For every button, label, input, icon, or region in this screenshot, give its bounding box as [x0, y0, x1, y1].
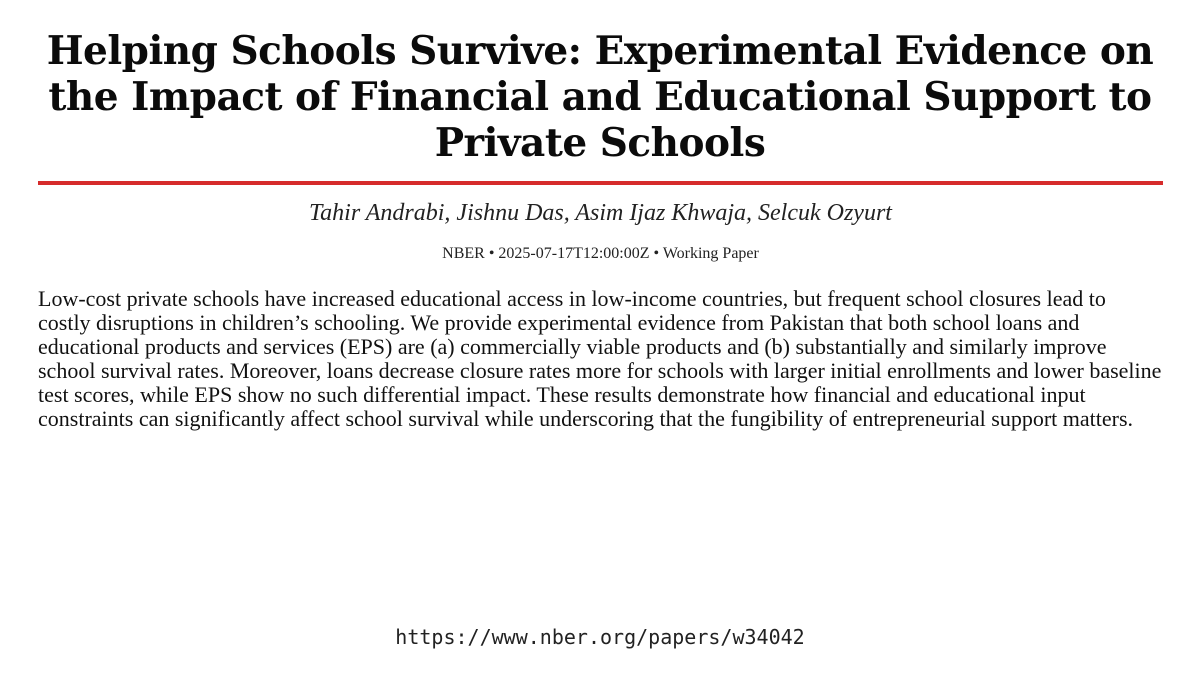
title-divider	[38, 181, 1163, 185]
paper-meta: NBER • 2025-07-17T12:00:00Z • Working Paper	[442, 245, 759, 262]
paper-url[interactable]: https://www.nber.org/papers/w34042	[395, 625, 805, 649]
paper-authors: Tahir Andrabi, Jishnu Das, Asim Ijaz Khwaja, Selcuk Ozyurt	[309, 200, 892, 226]
paper-abstract: Low-cost private schools have increased educational access in low-income countries, but frequent school closures lead to costly disruptions in children’s schooling. We provide experimental evidence from Pakistan that both school loans and educational products and services (EPS) are (a) commercially viable products and (b) substantially and similarly improve school survival rates. Moreover, loans decrease closure rates more for schools with larger initial enrollments and lower baseline test scores, while EPS show no such differential impact. These results demonstrate how financial and educational input constraints can significantly affect school survival while underscoring that the fungibility of entrepreneurial support matters.	[38, 286, 1162, 431]
paper-title: Helping Schools Survive: Experimental Evidence on the Impact of Financial and Educational Support to Private Schools	[46, 28, 1154, 166]
